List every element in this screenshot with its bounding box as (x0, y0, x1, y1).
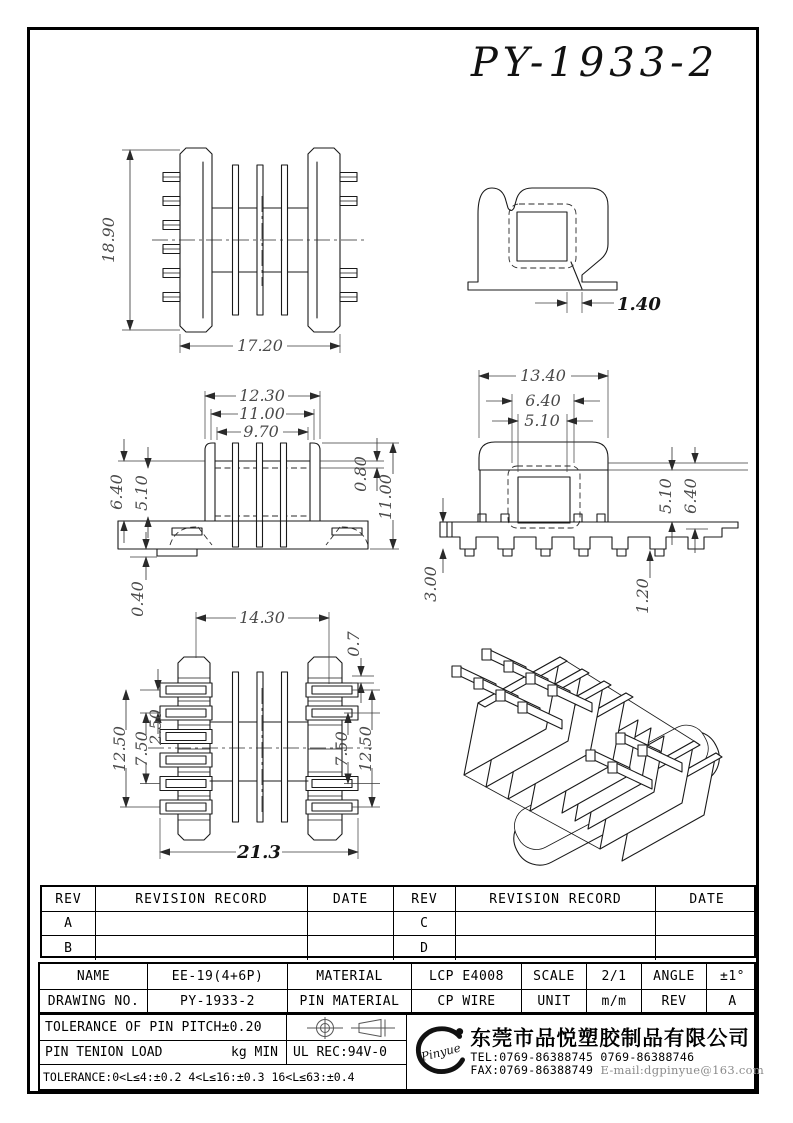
dim-bottom-t1: 0.7 (344, 631, 363, 657)
rev-cell-b: B (42, 936, 96, 960)
bottom-view (110, 608, 380, 863)
front-view (107, 386, 399, 617)
rev-cell (456, 936, 656, 960)
dim-front-w3: 9.70 (243, 422, 279, 441)
pin-tension-label: PIN TENION LOAD (45, 1045, 163, 1060)
dim-top-height: 18.90 (99, 217, 118, 263)
angle-value: ±1° (707, 964, 758, 990)
dim-front-r2: 11.00 (376, 474, 395, 520)
scale-label: SCALE (522, 964, 587, 990)
dim-bottom-w1: 14.30 (239, 608, 285, 627)
company-name: 东莞市品悦塑胶制品有限公司 (470, 1026, 750, 1050)
rev-cell-c: C (394, 912, 456, 936)
dim-bottom-l3: 7.50 (132, 731, 151, 767)
unit-label: UNIT (522, 990, 587, 1013)
pin-tension-unit: kg MIN (231, 1045, 278, 1060)
dim-bottom-w2: 21.3 (237, 842, 281, 863)
drawing-no-value: PY-1933-2 (148, 990, 288, 1013)
dim-front-b1: 0.40 (128, 581, 147, 617)
ul-rec: UL REC:94V-0 (287, 1041, 407, 1065)
title-block (38, 962, 765, 1091)
rev-cell-a: A (42, 912, 96, 936)
pinyue-logo (411, 1024, 467, 1080)
rev-cell (96, 936, 308, 960)
isometric-view (452, 649, 728, 874)
top-view (99, 148, 368, 355)
dim-end-wall: 1.40 (617, 294, 661, 315)
rev-header-record: REVISION RECORD (96, 887, 308, 912)
angle-label: ANGLE (642, 964, 707, 990)
side-view-pin-feet (465, 549, 664, 556)
name-value: EE-19(4+6P) (148, 964, 288, 990)
rev-cell (656, 912, 758, 936)
pin-material-label: PIN MATERIAL (288, 990, 412, 1013)
dim-side-l1: 3.00 (421, 566, 440, 602)
company-fax-line (470, 1062, 765, 1077)
top-view-pins-left (163, 173, 180, 302)
dim-side-w3: 5.10 (524, 411, 560, 430)
dim-front-hl1: 6.40 (107, 474, 126, 510)
rev-cell (96, 912, 308, 936)
material-label: MATERIAL (288, 964, 412, 990)
name-label: NAME (40, 964, 148, 990)
rev-cell (456, 912, 656, 936)
rev-value: A (707, 990, 758, 1013)
side-view (421, 366, 748, 614)
dim-bottom-l2: 12.50 (110, 726, 129, 772)
dim-front-w1: 12.30 (239, 386, 285, 405)
rev-header-record2: REVISION RECORD (456, 887, 656, 912)
tolerance-note: TOLERANCE:0<L≤4:±0.2 4<L≤16:±0.3 16<L≤63:±0.4 (40, 1065, 407, 1089)
rev-cell (308, 912, 394, 936)
dim-side-r1: 5.10 (656, 478, 675, 514)
projection-symbol (287, 1015, 407, 1041)
dim-side-w2: 6.40 (525, 391, 561, 410)
company-tel: TEL:0769-86388745 0769-86388746 (470, 1049, 695, 1064)
dim-bottom-l1: 2.50 (146, 709, 165, 745)
company-email: E-mail:dgpinyue@163.com (600, 1062, 765, 1077)
dim-bottom-r2: 12.50 (356, 726, 375, 772)
dim-bottom-r1: 7.50 (332, 731, 351, 767)
pin-material-value: CP WIRE (412, 990, 522, 1013)
rev-cell (308, 936, 394, 960)
side-view-pin-tops (478, 514, 605, 522)
company-fax: FAX:0769-86388749 (470, 1062, 594, 1077)
pinyue-logo-text: Pinyue (419, 1040, 463, 1064)
top-view-pins-right (340, 173, 357, 302)
rev-header-rev2: REV (394, 887, 456, 912)
dim-front-hl2: 5.10 (132, 475, 151, 511)
end-view (468, 188, 661, 315)
scale-value: 2/1 (587, 964, 642, 990)
revision-table (40, 885, 756, 958)
rev-header-rev: REV (42, 887, 96, 912)
unit-value: m/m (587, 990, 642, 1013)
company-block (407, 1015, 765, 1089)
material-value: LCP E4008 (412, 964, 522, 990)
drawing-no-label: DRAWING NO. (40, 990, 148, 1013)
pin-tension-load-row (40, 1041, 287, 1065)
dim-front-w2: 11.00 (239, 404, 285, 423)
dim-side-b1: 1.20 (633, 578, 652, 614)
rev-cell (656, 936, 758, 960)
rev-cell-d: D (394, 936, 456, 960)
dim-side-w1: 13.40 (520, 366, 566, 385)
dim-top-width: 17.20 (237, 336, 283, 355)
rev-label: REV (642, 990, 707, 1013)
third-angle-projection-icon (291, 1016, 403, 1040)
rev-header-date: DATE (308, 887, 394, 912)
pin-pitch-tolerance: TOLERANCE OF PIN PITCH±0.20 (40, 1015, 287, 1041)
bottom-view-pins-left (160, 683, 212, 814)
rev-header-date2: DATE (656, 887, 758, 912)
drawing-title: PY-1933-2 (470, 40, 720, 86)
dim-front-r1: 0.80 (351, 456, 370, 492)
dim-side-r2: 6.40 (681, 478, 700, 514)
